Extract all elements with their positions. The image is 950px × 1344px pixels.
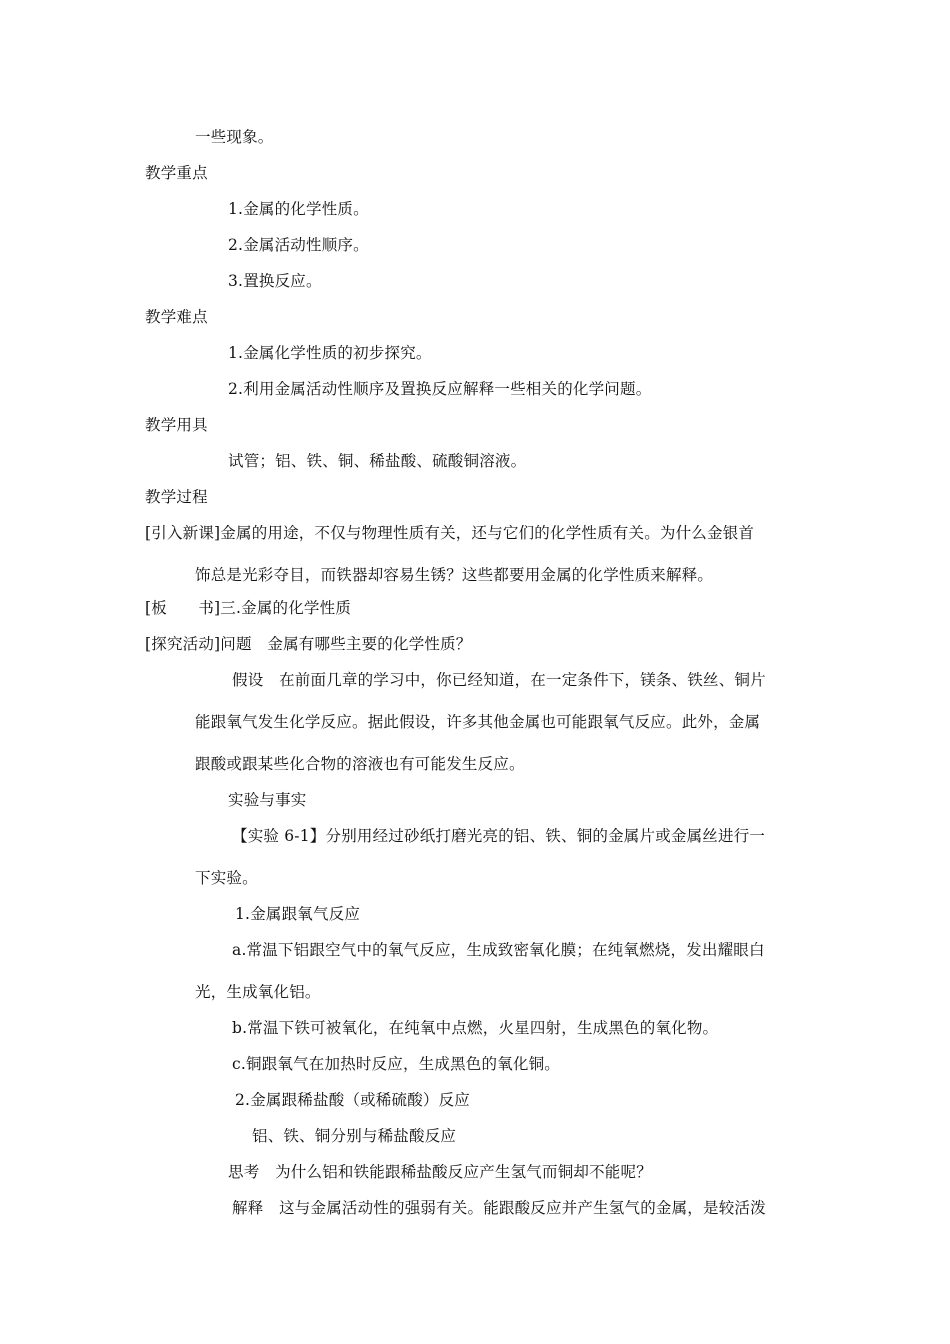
list-item: 2.金属活动性顺序。 (228, 236, 369, 254)
text-line: c.铜跟氧气在加热时反应，生成黑色的氧化铜。 (232, 1055, 561, 1073)
text-line: 【实验 6-1】分别用经过砂纸打磨光亮的铝、铁、铜的金属片或金属丝进行一 (232, 827, 766, 845)
text-line: 试管；铝、铁、铜、稀盐酸、硫酸铜溶液。 (228, 452, 527, 470)
text-line: a.常温下铝跟空气中的氧气反应，生成致密氧化膜；在纯氧燃烧，发出耀眼白 (232, 941, 765, 959)
section-heading: 教学重点 (145, 164, 208, 182)
text-line: 跟酸或跟某些化合物的溶液也有可能发生反应。 (195, 755, 525, 773)
list-item: 3.置换反应。 (228, 272, 322, 290)
text-line: b.常温下铁可被氧化，在纯氧中点燃，火星四射，生成黑色的氧化物。 (232, 1019, 719, 1037)
list-item: 1.金属的化学性质。 (228, 200, 369, 218)
text-line: 下实验。 (195, 869, 258, 887)
text-line: 光，生成氧化铝。 (195, 983, 321, 1001)
text-line: 解释 这与金属活动性的强弱有关。能跟酸反应并产生氢气的金属，是较活泼 (232, 1199, 766, 1217)
text-line: [探究活动]问题 金属有哪些主要的化学性质？ (145, 635, 472, 653)
text-line: 铝、铁、铜分别与稀盐酸反应 (252, 1127, 457, 1145)
subheading: 实验与事实 (228, 791, 307, 809)
text-line: 能跟氧气发生化学反应。据此假设，许多其他金属也可能跟氧气反应。此外，金属 (195, 713, 761, 731)
list-item: 1.金属跟氧气反应 (235, 905, 361, 923)
text-line: 饰总是光彩夺目，而铁器却容易生锈？这些都要用金属的化学性质来解释。 (195, 566, 714, 584)
list-item: 2.利用金属活动性顺序及置换反应解释一些相关的化学问题。 (228, 380, 652, 398)
text-line: 思考 为什么铝和铁能跟稀盐酸反应产生氢气而铜却不能呢？ (228, 1163, 652, 1181)
text-line: [引入新课]金属的用途，不仅与物理性质有关，还与它们的化学性质有关。为什么金银首 (145, 524, 755, 542)
list-item: 2.金属跟稀盐酸（或稀硫酸）反应 (235, 1091, 470, 1109)
text-line: 一些现象。 (195, 128, 274, 146)
section-heading: 教学过程 (145, 488, 208, 506)
section-heading: 教学用具 (145, 416, 208, 434)
list-item: 1.金属化学性质的初步探究。 (228, 344, 432, 362)
text-line: 假设 在前面几章的学习中，你已经知道，在一定条件下，镁条、铁丝、铜片 (232, 671, 766, 689)
text-line: [板 书]三.金属的化学性质 (145, 599, 352, 617)
section-heading: 教学难点 (145, 308, 208, 326)
